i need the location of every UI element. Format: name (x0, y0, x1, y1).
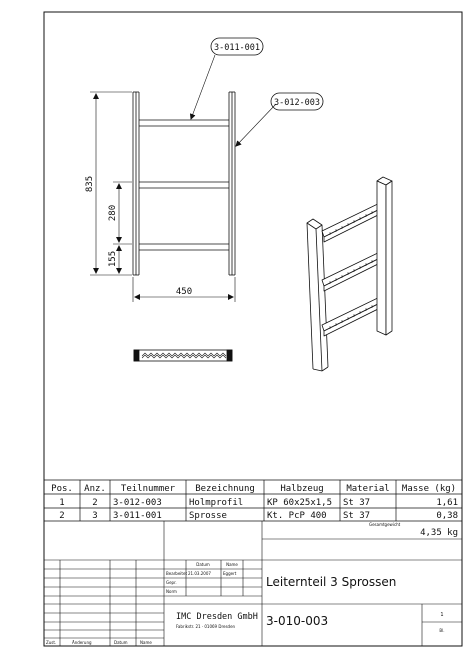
row2-mass: 0,38 (436, 511, 458, 521)
header-material: Material (346, 484, 390, 494)
row1-designation: Holmprofil (189, 498, 244, 508)
parts-list-header (51, 484, 456, 494)
rev-state-label: Zust. (46, 640, 57, 645)
callout-handrail (191, 38, 263, 119)
drawing-number: 3-010-003 (266, 614, 329, 628)
row2-qty: 3 (92, 511, 98, 521)
col-date-label: Datum (196, 562, 210, 567)
row2-material: St 37 (343, 511, 371, 521)
company-name: IMC Dresden GmbH (176, 612, 258, 622)
rung-middle (139, 182, 229, 188)
row1-material: St 37 (343, 498, 371, 508)
rev-date-label: Datum (114, 640, 128, 645)
iso-right-rail (377, 177, 392, 335)
dim-width: 450 (175, 287, 193, 297)
front-view (133, 92, 235, 275)
row1-semi-finished: KP 60x25x1,5 (267, 498, 333, 508)
row1-qty: 2 (92, 498, 98, 508)
row2-designation: Sprosse (189, 511, 227, 521)
right-rail (229, 92, 235, 275)
header-part-number: Teilnummer (120, 484, 176, 494)
drawn-date: 21.03.2007 (188, 571, 211, 576)
dim-overall-height: 835 (85, 175, 95, 193)
header-designation: Bezeichnung (195, 484, 255, 494)
row1-mass: 1,61 (436, 498, 458, 508)
row2-semi-finished: Kt. PcP 400 (267, 511, 327, 521)
sheet-label: Bl. (439, 628, 445, 633)
row2-part-number: 3-011-001 (113, 511, 162, 521)
row1-pos: 1 (59, 498, 65, 508)
col-name-label: Name (226, 562, 238, 567)
drawing-title: Leiternteil 3 Sprossen (266, 575, 397, 589)
row-norm-label: Norm (166, 589, 177, 594)
table-row (59, 498, 458, 508)
dim-bottom-offset: 155 (108, 250, 118, 268)
rev-change-label: Änderung (72, 640, 92, 645)
sheet-number: 1 (440, 612, 444, 618)
header-semi-finished: Halbzeug (280, 484, 324, 494)
row1-part-number: 3-012-003 (113, 498, 162, 508)
rev-name-label: Name (140, 640, 152, 645)
drawing-frame (44, 12, 462, 646)
total-mass-label: Gesamtgewicht (369, 522, 401, 527)
isometric-view (307, 177, 392, 371)
rung-bottom (139, 244, 229, 250)
dim-rung-spacing: 280 (108, 204, 118, 222)
total-mass: 4,35 kg (420, 528, 458, 538)
header-mass: Masse (kg) (401, 484, 457, 494)
row-checked-label: Gepr. (166, 580, 177, 585)
row-drawn-label: Bearbeitet (166, 571, 188, 576)
rung-top (139, 120, 229, 126)
table-row (59, 511, 458, 521)
title-block-grid (44, 521, 462, 646)
row2-pos: 2 (59, 511, 65, 521)
header-qty: Anz. (84, 484, 106, 494)
header-pos: Pos. (51, 484, 73, 494)
company-address: Fabrikstr. 21 · 01069 Dresden (176, 624, 236, 629)
rung-side-view (134, 350, 232, 361)
dimensions (90, 92, 235, 302)
drawn-name: Eggert (223, 571, 237, 576)
left-rail (133, 92, 139, 275)
callout-rung (236, 93, 323, 146)
callout-handrail-label: 3-011-001 (213, 43, 261, 53)
callout-rung-label: 3-012-003 (273, 98, 321, 108)
